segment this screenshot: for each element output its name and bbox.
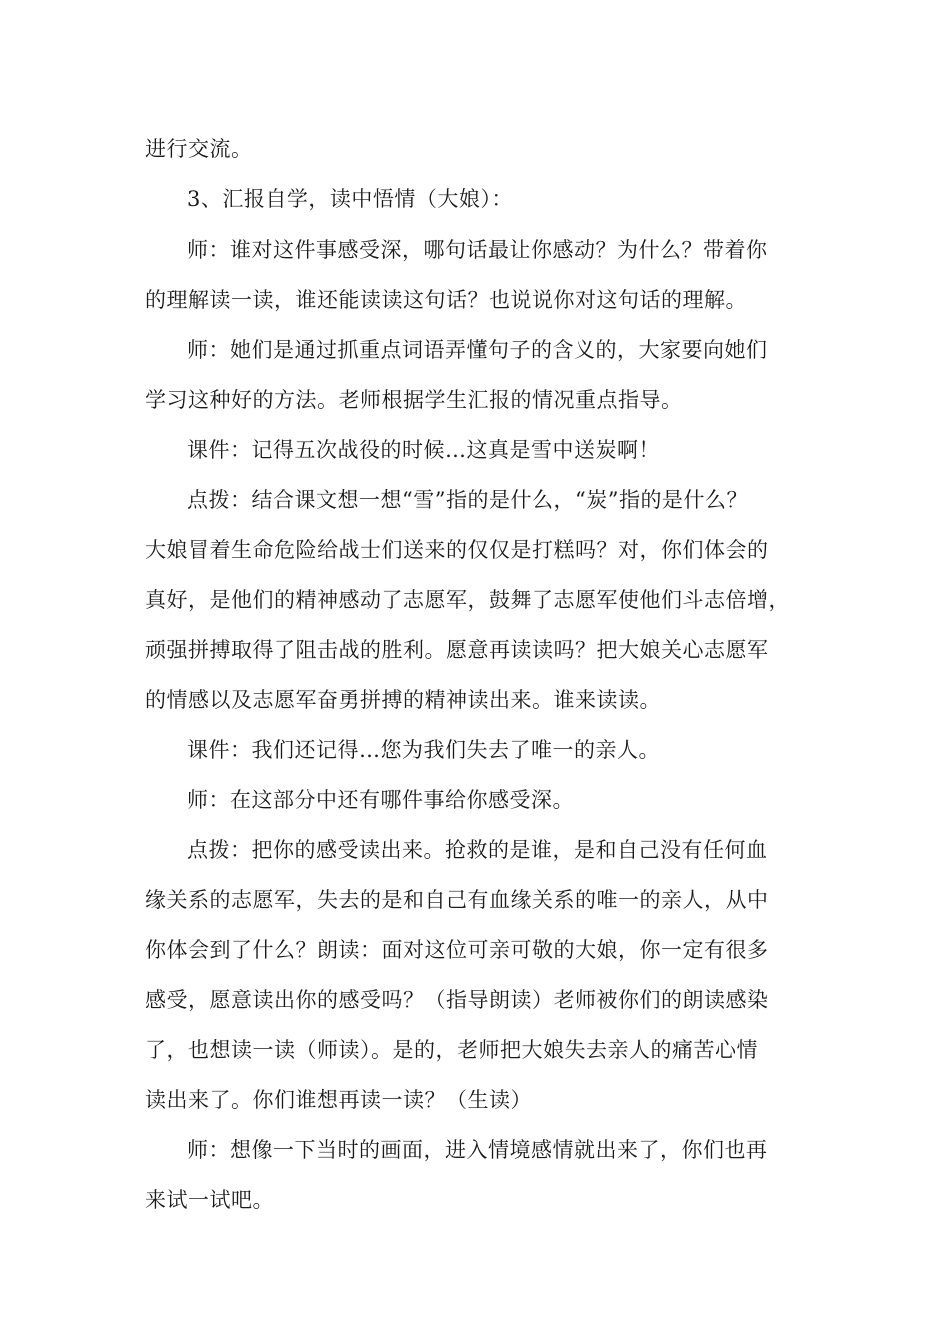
text-line: 顽强拼搏取得了阻击战的胜利。愿意再读读吗？把大娘关心志愿军	[145, 638, 769, 662]
text-line: 师：她们是通过抓重点词语弄懂句子的含义的，大家要向她们	[187, 338, 768, 362]
text-line: 的理解读一读，谁还能读读这句话？也说说你对这句话的理解。	[145, 288, 747, 312]
text-line: 你体会到了什么？朗读：面对这位可亲可敬的大娘，你一定有很多	[145, 938, 769, 962]
text-line: 师：谁对这件事感受深，哪句话最让你感动？为什么？带着你	[187, 238, 768, 262]
text-line: 3、汇报自学，读中悟情（大娘）：	[187, 187, 513, 211]
text-line: 学习这种好的方法。老师根据学生汇报的情况重点指导。	[145, 388, 683, 412]
text-line: 课件：我们还记得…您为我们失去了唯一的亲人。	[187, 738, 660, 762]
text-line: 点拨：结合课文想一想“雪”指的是什么，“炭”指的是什么？	[187, 488, 748, 512]
text-line: 进行交流。	[145, 137, 253, 161]
text-line: 师：想像一下当时的画面，进入情境感情就出来了，你们也再	[187, 1138, 768, 1162]
text-line: 感受，愿意读出你的感受吗？（指导朗读）老师被你们的朗读感染	[145, 988, 769, 1012]
text-line: 来试一试吧。	[145, 1188, 274, 1212]
text-line: 的情感以及志愿军奋勇拼搏的精神读出来。谁来读读。	[145, 688, 661, 712]
text-line: 课件：记得五次战役的时候…这真是雪中送炭啊！	[187, 438, 660, 462]
text-line: 缘关系的志愿军，失去的是和自己有血缘关系的唯一的亲人，从中	[145, 888, 769, 912]
text-line: 真好，是他们的精神感动了志愿军，鼓舞了志愿军使他们斗志倍增，	[145, 588, 790, 612]
text-line: 读出来了。你们谁想再读一读？（生读）	[145, 1088, 532, 1112]
text-line: 了，也想读一读（师读）。是的，老师把大娘失去亲人的痛苦心情	[145, 1038, 758, 1062]
text-line: 师：在这部分中还有哪件事给你感受深。	[187, 788, 574, 812]
text-line: 点拨：把你的感受读出来。抢救的是谁，是和自己没有任何血	[187, 838, 768, 862]
text-line: 大娘冒着生命危险给战士们送来的仅仅是打糕吗？对，你们体会的	[145, 538, 769, 562]
